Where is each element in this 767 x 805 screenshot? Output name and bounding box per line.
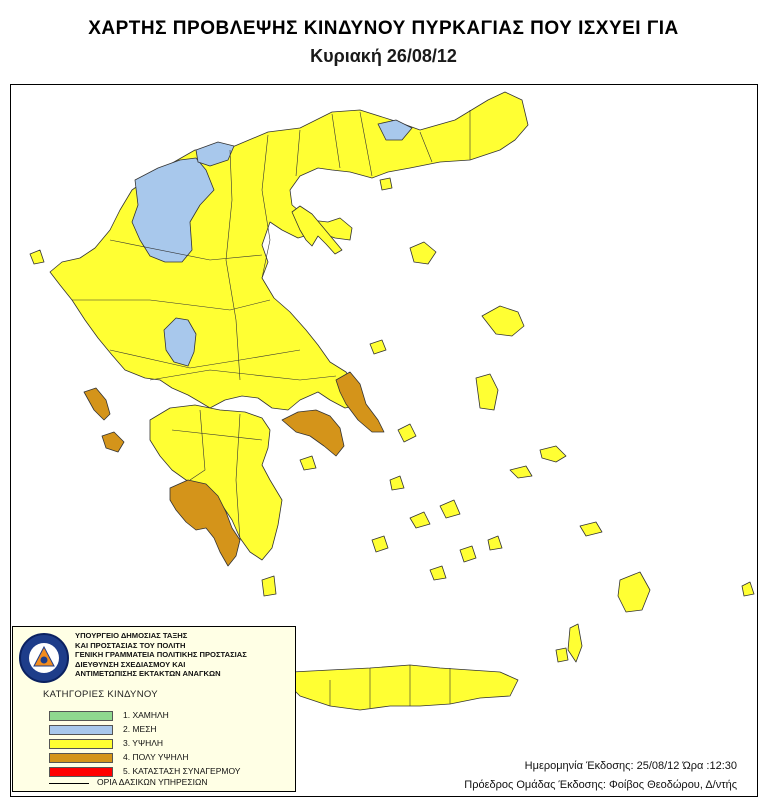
category-label: 3. ΥΨΗΛΗ	[123, 738, 164, 748]
civil-protection-seal	[19, 633, 69, 683]
category-swatch	[49, 711, 113, 721]
region-rhodes	[618, 572, 650, 612]
category-swatch	[49, 739, 113, 749]
region-northern-sporades	[370, 340, 386, 354]
ministry-block	[75, 631, 295, 679]
issuing-chair: Πρόεδρος Ομάδας Έκδοσης: Φοίβος Θεοδώρου, Δ/ντής	[464, 779, 737, 791]
ministry-line: ΔΙΕΥΘΥΝΣΗ ΣΧΕΔΙΑΣΜΟΥ ΚΑΙ	[75, 659, 186, 669]
region-lemnos	[410, 242, 436, 264]
boundary-line-sample	[49, 783, 89, 784]
region-corfu	[84, 388, 110, 420]
region-lesvos	[482, 306, 524, 336]
region-cyclades-5	[488, 536, 502, 550]
region-kythira	[262, 576, 276, 596]
region-chios	[476, 374, 498, 410]
region-far-east-islet	[742, 582, 754, 596]
region-cyclades-1	[372, 536, 388, 552]
region-zakynthos	[102, 432, 124, 452]
region-cyclades-6	[430, 566, 446, 580]
region-attica	[282, 410, 344, 456]
region-skyros	[398, 424, 416, 442]
region-cyclades-7	[390, 476, 404, 490]
map-legend	[12, 626, 296, 792]
category-label: 2. ΜΕΣΗ	[123, 724, 157, 734]
map-title: ΧΑΡΤΗΣ ΠΡΟΒΛΕΨΗΣ ΚΙΝΔΥΝΟΥ ΠΥΡΚΑΓΙΑΣ ΠΟΥ ΙΣΧΥΕΙ ΓΙΑ	[88, 18, 679, 39]
region-mainland	[50, 92, 528, 410]
region-cyclades-2	[410, 512, 430, 528]
issue-date: Ημερομηνία Έκδοσης: 25/08/12 Ώρα :12:30	[524, 760, 737, 772]
forecast-date: Κυριακή 26/08/12	[310, 46, 457, 66]
region-cyclades-4	[460, 546, 476, 562]
ministry-line: ΥΠΟΥΡΓΕΙΟ ΔΗΜΟΣΙΑΣ ΤΑΞΗΣ	[75, 631, 188, 640]
region-aegina	[300, 456, 316, 470]
category-swatch	[49, 725, 113, 735]
region-crete	[288, 665, 518, 710]
region-kefalonia	[30, 250, 44, 264]
ministry-line: ΚΑΙ ΠΡΟΣΤΑΣΙΑΣ ΤΟΥ ΠΟΛΙΤΗ	[75, 640, 186, 650]
category-label: 5. ΚΑΤΑΣΤΑΣΗ ΣΥΝΑΓΕΡΜΟΥ	[123, 766, 241, 776]
risk-categories-title: ΚΑΤΗΓΟΡΙΕΣ ΚΙΝΔΥΝΟΥ	[43, 689, 158, 700]
category-swatch	[49, 753, 113, 763]
category-label: 1. ΧΑΜΗΛΗ	[123, 710, 169, 720]
category-swatch	[49, 767, 113, 777]
category-label: 4. ΠΟΛΥ ΥΨΗΛΗ	[123, 752, 189, 762]
ministry-line: ΓΕΝΙΚΗ ΓΡΑΜΜΑΤΕΙΑ ΠΟΛΙΤΙΚΗΣ ΠΡΟΣΤΑΣΙΑΣ	[75, 650, 247, 660]
region-ikaria	[510, 466, 532, 478]
region-cyclades-3	[440, 500, 460, 518]
boundary-line-label: ΟΡΙΑ ΔΑΣΙΚΩΝ ΥΠΗΡΕΣΙΩΝ	[97, 777, 208, 787]
region-kos	[580, 522, 602, 536]
region-karpathos	[568, 624, 582, 662]
region-karpathos-south	[556, 648, 568, 662]
ministry-line: ΑΝΤΙΜΕΤΩΠΙΣΗΣ ΕΚΤΑΚΤΩΝ ΑΝΑΓΚΩΝ	[75, 669, 221, 679]
region-thasos	[380, 178, 392, 190]
region-samos	[540, 446, 566, 462]
